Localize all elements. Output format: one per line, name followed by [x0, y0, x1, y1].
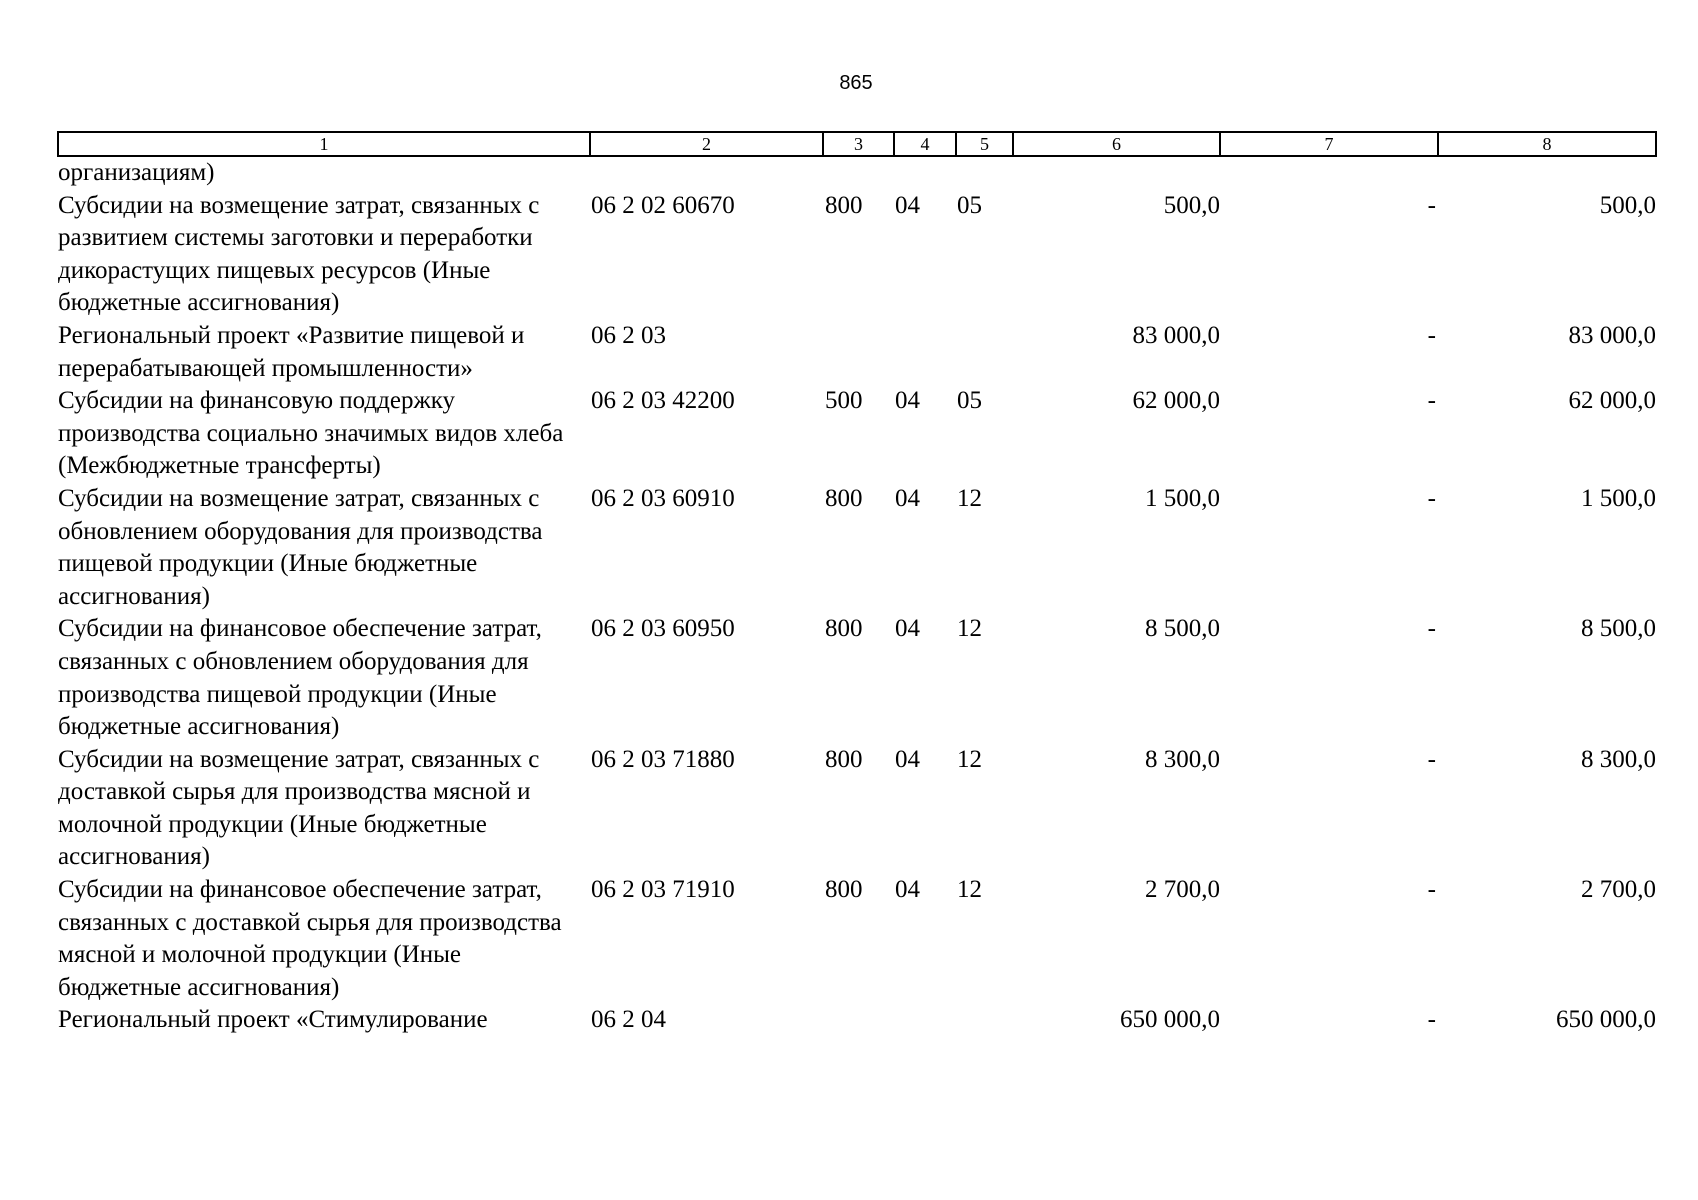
page-number: 865: [839, 72, 873, 94]
row-amount-6: 8 300,0: [1145, 745, 1220, 773]
row-subsection: [956, 320, 1013, 385]
row-amount-7: -: [1427, 745, 1436, 773]
row-expense-type: 500: [825, 387, 863, 415]
table-row: [58, 156, 1656, 190]
row-amount-6: 500,0: [1163, 191, 1220, 219]
row-amount-6: 1 500,0: [1145, 484, 1220, 512]
table-row: [58, 320, 1656, 385]
row-code: 06 2 02 60670: [591, 191, 735, 219]
budget-table: [57, 131, 1657, 1037]
row-name: Субсидии на финансовое обеспечение затрат, связанных с доставкой сырья для производства мясной и молочной продукции (Иные бюджетные ассигнования): [58, 876, 562, 1001]
row-code: 06 2 03 60910: [591, 484, 735, 512]
row-amount-6: 83 000,0: [1132, 321, 1220, 349]
row-code: 06 2 03 71880: [591, 745, 735, 773]
row-expense-type: 800: [825, 745, 863, 773]
row-section: 04: [895, 191, 920, 219]
row-name: Субсидии на финансовую поддержку производства социально значимых видов хлеба (Межбюджетные трансферты): [58, 387, 564, 480]
row-amount-7: -: [1427, 387, 1436, 415]
row-code: 06 2 03 42200: [591, 387, 735, 415]
row-section: [894, 156, 956, 190]
table-row: [58, 1004, 1656, 1037]
row-expense-type: 800: [825, 615, 863, 643]
row-amount-7: -: [1427, 1006, 1436, 1034]
column-header-3: 3: [823, 132, 894, 156]
row-amount-8: 8 300,0: [1581, 745, 1656, 773]
row-amount-6: 2 700,0: [1145, 876, 1220, 904]
table-row: [58, 190, 1656, 320]
row-expense-type: [823, 320, 894, 385]
row-amount-7: -: [1427, 876, 1436, 904]
row-amount-8: [1438, 156, 1656, 190]
row-name: Субсидии на возмещение затрат, связанных с доставкой сырья для производства мясной и молочной продукции (Иные бюджетные ассигнования): [58, 745, 540, 871]
table-row: [58, 874, 1656, 1004]
row-code: 06 2 04: [591, 1006, 666, 1034]
column-header-8: 8: [1438, 132, 1656, 156]
row-subsection: 12: [957, 615, 982, 643]
row-amount-6: 8 500,0: [1145, 615, 1220, 643]
row-amount-8: 83 000,0: [1568, 321, 1656, 349]
column-header-5: 5: [956, 132, 1013, 156]
row-subsection: [956, 1004, 1013, 1037]
row-name: организациям): [58, 159, 215, 186]
row-subsection: 05: [957, 191, 982, 219]
row-name: Субсидии на финансовое обеспечение затрат, связанных с обновлением оборудования для производства пищевой продукции (Иные бюджетные ассигнования): [58, 615, 542, 741]
row-subsection: 12: [957, 745, 982, 773]
row-expense-type: 800: [825, 191, 863, 219]
row-amount-8: 62 000,0: [1568, 387, 1656, 415]
row-amount-8: 500,0: [1599, 191, 1656, 219]
column-header-2: 2: [590, 132, 823, 156]
row-amount-6: [1013, 156, 1220, 190]
row-amount-7: -: [1427, 321, 1436, 349]
row-code: 06 2 03 60950: [591, 615, 735, 643]
row-expense-type: [823, 1004, 894, 1037]
row-code: 06 2 03 71910: [591, 876, 735, 904]
row-amount-7: [1220, 156, 1438, 190]
row-section: 04: [895, 615, 920, 643]
row-amount-7: -: [1427, 191, 1436, 219]
row-amount-7: -: [1427, 615, 1436, 643]
row-name: Региональный проект «Стимулирование: [58, 1006, 488, 1034]
row-expense-type: 800: [825, 484, 863, 512]
row-amount-6: 62 000,0: [1132, 387, 1220, 415]
row-section: 04: [895, 876, 920, 904]
row-section: 04: [895, 745, 920, 773]
row-amount-7: -: [1427, 484, 1436, 512]
row-section: 04: [895, 387, 920, 415]
column-header-1: 1: [58, 132, 590, 156]
row-amount-8: 650 000,0: [1556, 1006, 1656, 1034]
table-row: [58, 483, 1656, 613]
row-amount-8: 1 500,0: [1581, 484, 1656, 512]
row-subsection: 12: [957, 484, 982, 512]
row-amount-6: 650 000,0: [1120, 1006, 1220, 1034]
row-expense-type: [823, 156, 894, 190]
row-code: [590, 156, 823, 190]
row-expense-type: 800: [825, 876, 863, 904]
row-name: Субсидии на возмещение затрат, связанных с обновлением оборудования для производства пищевой продукции (Иные бюджетные ассигнования): [58, 484, 543, 610]
row-section: 04: [895, 484, 920, 512]
row-subsection: 12: [957, 876, 982, 904]
column-header-6: 6: [1013, 132, 1220, 156]
row-section: [894, 320, 956, 385]
row-subsection: 05: [957, 387, 982, 415]
row-section: [894, 1004, 956, 1037]
row-subsection: [956, 156, 1013, 190]
table-row: [58, 385, 1656, 483]
table-row: [58, 613, 1656, 743]
column-header-4: 4: [894, 132, 956, 156]
row-name: Субсидии на возмещение затрат, связанных с развитием системы заготовки и переработки дикорастущих пищевых ресурсов (Иные бюджетные ассигнования): [58, 191, 540, 317]
row-amount-8: 8 500,0: [1581, 615, 1656, 643]
row-amount-8: 2 700,0: [1581, 876, 1656, 904]
table-body: [58, 156, 1656, 1037]
column-number-header-row: [58, 132, 1656, 156]
row-code: 06 2 03: [591, 321, 666, 349]
column-header-7: 7: [1220, 132, 1438, 156]
row-name: Региональный проект «Развитие пищевой и перерабатывающей промышленности»: [58, 321, 525, 382]
table-row: [58, 744, 1656, 874]
